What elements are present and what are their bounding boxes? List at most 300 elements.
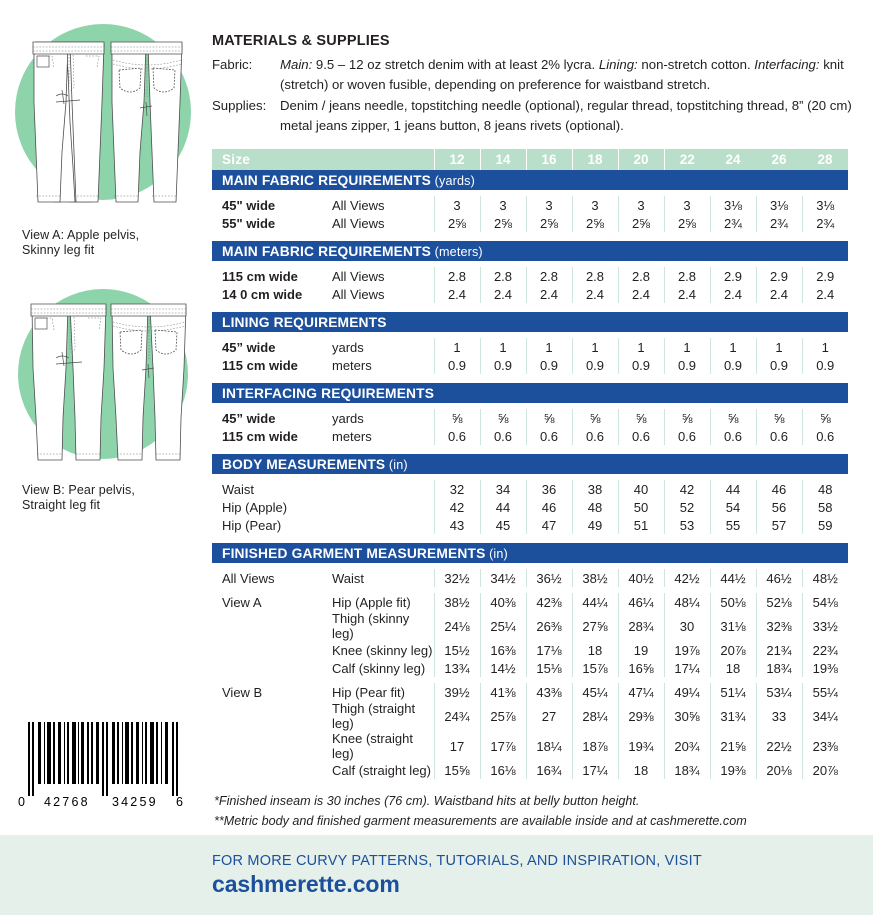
- cell-size-24: 54: [710, 498, 756, 516]
- section-spacer: [212, 534, 848, 543]
- cell-size-20: 50: [618, 498, 664, 516]
- section-spacer: [212, 445, 848, 454]
- section-band: [212, 170, 848, 190]
- table-row: [212, 569, 848, 587]
- cell-size-20: 3: [618, 196, 664, 214]
- fabric-main-text: 9.5 – 12 oz stretch denim with at least 2% lycra.: [312, 57, 599, 72]
- cell-size-14: 41⅜: [480, 683, 526, 701]
- cell-size-22: 17¼: [664, 659, 710, 677]
- row-label-primary: Hip (Pear): [212, 516, 324, 534]
- table-row: [212, 285, 848, 303]
- view-b-caption-line2: Straight leg fit: [22, 498, 101, 512]
- barcode-check-digit: 6: [176, 795, 183, 809]
- cell-size-20: 0.9: [618, 356, 664, 374]
- cell-size-26: 2¾: [756, 214, 802, 232]
- cell-size-18: 49: [572, 516, 618, 534]
- section-band-unit: (in): [385, 457, 408, 472]
- row-label-secondary: All Views: [324, 214, 434, 232]
- cell-size-18: 45¼: [572, 683, 618, 701]
- cell-size-26: 0.6: [756, 427, 802, 445]
- cell-size-20: 0.6: [618, 427, 664, 445]
- section-band-title: INTERFACING REQUIREMENTS: [212, 383, 848, 403]
- cell-size-14: 2.8: [480, 267, 526, 285]
- cell-size-20: 51: [618, 516, 664, 534]
- cell-size-22: ⅝: [664, 409, 710, 427]
- cell-size-16: 17⅛: [526, 641, 572, 659]
- row-label-secondary: yards: [324, 409, 434, 427]
- cell-size-26: 22½: [756, 731, 802, 761]
- cell-size-18: 2.8: [572, 267, 618, 285]
- cell-size-14: 14½: [480, 659, 526, 677]
- view-a-caption-line1: View A: Apple pelvis,: [22, 228, 140, 242]
- section-band: [212, 241, 848, 261]
- cell-size-24: 18: [710, 659, 756, 677]
- row-label-secondary: Thigh (skinny leg): [324, 611, 434, 641]
- row-label-primary: 115 cm wide: [212, 267, 324, 285]
- cell-size-26: 53¼: [756, 683, 802, 701]
- size-header-16: 16: [526, 149, 572, 170]
- view-b-illustration: [0, 278, 205, 478]
- requirements-table: [212, 149, 848, 779]
- cell-size-22: 53: [664, 516, 710, 534]
- cell-size-20: 29⅜: [618, 701, 664, 731]
- cell-size-14: 25⅞: [480, 701, 526, 731]
- table-row: [212, 641, 848, 659]
- cell-size-22: 30: [664, 611, 710, 641]
- row-label-secondary: Knee (straight leg): [324, 731, 434, 761]
- cell-size-14: 2⅝: [480, 214, 526, 232]
- table-row: [212, 196, 848, 214]
- cell-size-22: 2.4: [664, 285, 710, 303]
- row-label-secondary: All Views: [324, 196, 434, 214]
- jeans-line-art-a: [0, 12, 205, 222]
- row-label-secondary: Calf (skinny leg): [324, 659, 434, 677]
- row-label-secondary: Hip (Pear fit): [324, 683, 434, 701]
- barcode-digits: [18, 795, 186, 809]
- cell-size-18: ⅝: [572, 409, 618, 427]
- table-row: [212, 701, 848, 731]
- cell-size-28: 59: [802, 516, 848, 534]
- cell-size-22: 42½: [664, 569, 710, 587]
- section-spacer: [212, 232, 848, 241]
- table-row: [212, 659, 848, 677]
- table-row: [212, 731, 848, 761]
- cell-size-12: 13¾: [434, 659, 480, 677]
- cell-size-16: 27: [526, 701, 572, 731]
- cell-size-22: 30⅝: [664, 701, 710, 731]
- section-band-unit: (meters): [431, 244, 483, 259]
- cell-size-28: 2.9: [802, 267, 848, 285]
- cell-size-26: 57: [756, 516, 802, 534]
- size-header-28: 28: [802, 149, 848, 170]
- cell-size-14: 16⅛: [480, 761, 526, 779]
- row-label-secondary: [324, 516, 434, 534]
- cell-size-22: 3: [664, 196, 710, 214]
- cell-size-22: 0.9: [664, 356, 710, 374]
- row-label-primary: All Views: [212, 569, 324, 587]
- row-label-primary: 115 cm wide: [212, 356, 324, 374]
- cell-size-18: 2⅝: [572, 214, 618, 232]
- cell-size-26: ⅝: [756, 409, 802, 427]
- cell-size-12: 38½: [434, 593, 480, 611]
- content-column: [212, 0, 857, 831]
- cell-size-26: 2.9: [756, 267, 802, 285]
- section-band: [212, 454, 848, 474]
- cell-size-26: 0.9: [756, 356, 802, 374]
- cell-size-20: 18: [618, 761, 664, 779]
- cell-size-24: 44½: [710, 569, 756, 587]
- cell-size-26: 18¾: [756, 659, 802, 677]
- cell-size-12: 3: [434, 196, 480, 214]
- size-header-14: 14: [480, 149, 526, 170]
- cell-size-14: ⅝: [480, 409, 526, 427]
- cell-size-20: 16⅝: [618, 659, 664, 677]
- barcode: [18, 722, 186, 809]
- cell-size-16: 36: [526, 480, 572, 498]
- row-label-secondary: All Views: [324, 267, 434, 285]
- cell-size-12: 32: [434, 480, 480, 498]
- cell-size-28: 58: [802, 498, 848, 516]
- footer-band: [0, 835, 873, 915]
- row-label-primary: View A: [212, 593, 324, 611]
- cell-size-28: 2.4: [802, 285, 848, 303]
- materials-title: MATERIALS & SUPPLIES: [212, 33, 390, 49]
- cell-size-20: 47¼: [618, 683, 664, 701]
- cell-size-20: ⅝: [618, 409, 664, 427]
- cell-size-22: 48¼: [664, 593, 710, 611]
- row-label-secondary: Knee (skinny leg): [324, 641, 434, 659]
- cell-size-12: 2.8: [434, 267, 480, 285]
- cell-size-14: 1: [480, 338, 526, 356]
- footnote-metric: **Metric body and finished garment measurements are available inside and at cashmerette.com: [214, 814, 747, 828]
- cell-size-20: 40½: [618, 569, 664, 587]
- materials-and-supplies: [212, 0, 857, 135]
- cell-size-16: 2.8: [526, 267, 572, 285]
- cell-size-14: 16⅜: [480, 641, 526, 659]
- cell-size-12: 42: [434, 498, 480, 516]
- view-a-illustration: [0, 12, 205, 222]
- section-band-unit: (in): [485, 546, 508, 561]
- cell-size-14: 40⅜: [480, 593, 526, 611]
- section-band-unit: (yards): [431, 173, 475, 188]
- cell-size-22: 1: [664, 338, 710, 356]
- cell-size-12: ⅝: [434, 409, 480, 427]
- cell-size-16: 46: [526, 498, 572, 516]
- view-a-caption: [0, 228, 200, 258]
- size-header-12: 12: [434, 149, 480, 170]
- cell-size-18: 3: [572, 196, 618, 214]
- cell-size-26: 1: [756, 338, 802, 356]
- table-row: [212, 267, 848, 285]
- cell-size-28: 55¼: [802, 683, 848, 701]
- cell-size-22: 20¾: [664, 731, 710, 761]
- cell-size-12: 39½: [434, 683, 480, 701]
- fabric-label: Fabric:: [212, 57, 253, 72]
- footnotes: [212, 791, 857, 831]
- table-row: [212, 427, 848, 445]
- row-label-primary: 45” wide: [212, 338, 324, 356]
- cell-size-14: 44: [480, 498, 526, 516]
- cell-size-24: 50⅛: [710, 593, 756, 611]
- section-band-title: LINING REQUIREMENTS: [212, 312, 848, 332]
- cell-size-28: 48½: [802, 569, 848, 587]
- cell-size-24: 0.9: [710, 356, 756, 374]
- cell-size-14: 0.6: [480, 427, 526, 445]
- cell-size-28: ⅝: [802, 409, 848, 427]
- cell-size-18: 15⅞: [572, 659, 618, 677]
- jeans-line-art-b: [0, 278, 205, 478]
- cell-size-24: 2.9: [710, 267, 756, 285]
- table-row: [212, 498, 848, 516]
- cell-size-18: 0.9: [572, 356, 618, 374]
- cell-size-12: 43: [434, 516, 480, 534]
- table-row: [212, 338, 848, 356]
- footer-website[interactable]: cashmerette.com: [212, 871, 400, 897]
- cell-size-28: 22¾: [802, 641, 848, 659]
- cell-size-12: 15½: [434, 641, 480, 659]
- cell-size-28: 3⅛: [802, 196, 848, 214]
- row-label-secondary: Thigh (straight leg): [324, 701, 434, 731]
- cell-size-26: 56: [756, 498, 802, 516]
- size-header-20: 20: [618, 149, 664, 170]
- cell-size-24: 3⅛: [710, 196, 756, 214]
- cell-size-16: 2.4: [526, 285, 572, 303]
- supplies-label: Supplies:: [212, 98, 267, 113]
- cell-size-22: 2.8: [664, 267, 710, 285]
- cell-size-24: 19⅜: [710, 761, 756, 779]
- row-label-primary: View B: [212, 683, 324, 701]
- cell-size-12: 17: [434, 731, 480, 761]
- row-label-primary: [212, 641, 324, 659]
- cell-size-16: 3: [526, 196, 572, 214]
- footer-tagline: FOR MORE CURVY PATTERNS, TUTORIALS, AND INSPIRATION, VISIT: [212, 853, 702, 869]
- cell-size-24: 51¼: [710, 683, 756, 701]
- cell-size-14: 0.9: [480, 356, 526, 374]
- size-header-22: 22: [664, 149, 710, 170]
- size-header-18: 18: [572, 149, 618, 170]
- section-band: [212, 312, 848, 332]
- barcode-bars-icon: [18, 722, 186, 796]
- row-label-primary: Hip (Apple): [212, 498, 324, 516]
- cell-size-24: 44: [710, 480, 756, 498]
- table-row: [212, 356, 848, 374]
- cell-size-22: 49¼: [664, 683, 710, 701]
- row-label-secondary: [324, 498, 434, 516]
- cell-size-12: 2.4: [434, 285, 480, 303]
- cell-size-22: 18¾: [664, 761, 710, 779]
- cell-size-20: 19: [618, 641, 664, 659]
- cell-size-20: 28¾: [618, 611, 664, 641]
- row-label-primary: [212, 611, 324, 641]
- section-band-title: FINISHED GARMENT MEASUREMENTS (in): [212, 543, 848, 563]
- section-spacer: [212, 374, 848, 383]
- cell-size-12: 15⅝: [434, 761, 480, 779]
- size-header-label: Size: [212, 149, 434, 170]
- cell-size-16: 42⅜: [526, 593, 572, 611]
- cell-size-20: 19¾: [618, 731, 664, 761]
- cell-size-26: 46½: [756, 569, 802, 587]
- cell-size-18: 44¼: [572, 593, 618, 611]
- row-label-primary: Waist: [212, 480, 324, 498]
- fabric-lining-emphasis: Lining:: [598, 57, 638, 72]
- view-a-caption-line2: Skinny leg fit: [22, 243, 95, 257]
- cell-size-16: 47: [526, 516, 572, 534]
- cell-size-14: 34: [480, 480, 526, 498]
- cell-size-20: 2.4: [618, 285, 664, 303]
- section-band-title: MAIN FABRIC REQUIREMENTS (meters): [212, 241, 848, 261]
- cell-size-28: 48: [802, 480, 848, 498]
- supplies-text: Denim / jeans needle, topstitching needle (optional), regular thread, topstitching thread, 8” (20 cm) metal jeans zipper, 1 jeans button, 8 jeans rivets (optional).: [280, 98, 852, 133]
- table-row: [212, 409, 848, 427]
- cell-size-18: 38½: [572, 569, 618, 587]
- cell-size-14: 34½: [480, 569, 526, 587]
- row-label-secondary: Calf (straight leg): [324, 761, 434, 779]
- cell-size-28: 20⅞: [802, 761, 848, 779]
- barcode-left-group: 42768: [44, 795, 90, 809]
- cell-size-26: 32⅜: [756, 611, 802, 641]
- cell-size-24: 31⅛: [710, 611, 756, 641]
- cell-size-26: 21¾: [756, 641, 802, 659]
- cell-size-26: 46: [756, 480, 802, 498]
- cell-size-16: 26⅜: [526, 611, 572, 641]
- cell-size-12: 1: [434, 338, 480, 356]
- row-label-primary: 115 cm wide: [212, 427, 324, 445]
- fabric-text: [280, 55, 857, 94]
- cell-size-24: 21⅝: [710, 731, 756, 761]
- cell-size-14: 25¼: [480, 611, 526, 641]
- cell-size-26: 52⅛: [756, 593, 802, 611]
- table-row: [212, 516, 848, 534]
- row-label-primary: 55" wide: [212, 214, 324, 232]
- cell-size-16: 0.6: [526, 427, 572, 445]
- row-label-secondary: meters: [324, 427, 434, 445]
- fabric-lining-text: non-stretch cotton.: [637, 57, 751, 72]
- row-label-primary: 45" wide: [212, 196, 324, 214]
- cell-size-16: 43⅜: [526, 683, 572, 701]
- supplies-row: [212, 96, 857, 135]
- cell-size-18: 1: [572, 338, 618, 356]
- fabric-row: [212, 55, 857, 94]
- cell-size-20: 2⅝: [618, 214, 664, 232]
- view-b-caption-line1: View B: Pear pelvis,: [22, 483, 135, 497]
- cell-size-28: 33½: [802, 611, 848, 641]
- cell-size-18: 17¼: [572, 761, 618, 779]
- row-label-secondary: meters: [324, 356, 434, 374]
- size-header-26: 26: [756, 149, 802, 170]
- cell-size-16: 15⅛: [526, 659, 572, 677]
- section-band-title: BODY MEASUREMENTS (in): [212, 454, 848, 474]
- cell-size-16: 16¾: [526, 761, 572, 779]
- fabric-main-emphasis: Main:: [280, 57, 313, 72]
- footnote-inseam: *Finished inseam is 30 inches (76 cm). Waistband hits at belly button height.: [214, 794, 640, 808]
- cell-size-26: 3⅛: [756, 196, 802, 214]
- row-label-secondary: Waist: [324, 569, 434, 587]
- cell-size-28: 34¼: [802, 701, 848, 731]
- cell-size-24: 31¾: [710, 701, 756, 731]
- cell-size-16: 1: [526, 338, 572, 356]
- row-label-secondary: All Views: [324, 285, 434, 303]
- cell-size-16: 0.9: [526, 356, 572, 374]
- table-row: [212, 214, 848, 232]
- cell-size-26: 20⅛: [756, 761, 802, 779]
- row-label-primary: [212, 659, 324, 677]
- cell-size-18: 0.6: [572, 427, 618, 445]
- cell-size-24: ⅝: [710, 409, 756, 427]
- barcode-lead-digit: 0: [18, 795, 25, 809]
- cell-size-28: 54⅛: [802, 593, 848, 611]
- cell-size-16: 36½: [526, 569, 572, 587]
- table-row: [212, 683, 848, 701]
- size-header-24: 24: [710, 149, 756, 170]
- cell-size-24: 0.6: [710, 427, 756, 445]
- cell-size-26: 33: [756, 701, 802, 731]
- fabric-interfacing-text: knit (stretch) or woven fusible, depending on preference for waistband stretch.: [280, 57, 844, 92]
- cell-size-24: 2.4: [710, 285, 756, 303]
- table-row: [212, 593, 848, 611]
- table-row: [212, 480, 848, 498]
- cell-size-16: 2⅝: [526, 214, 572, 232]
- cell-size-20: 40: [618, 480, 664, 498]
- cell-size-12: 0.6: [434, 427, 480, 445]
- cell-size-24: 2¾: [710, 214, 756, 232]
- cell-size-28: 0.6: [802, 427, 848, 445]
- cell-size-18: 2.4: [572, 285, 618, 303]
- cell-size-28: 23⅜: [802, 731, 848, 761]
- cell-size-28: 19⅜: [802, 659, 848, 677]
- cell-size-12: 2⅝: [434, 214, 480, 232]
- cell-size-26: 2.4: [756, 285, 802, 303]
- cell-size-18: 28¼: [572, 701, 618, 731]
- fabric-interfacing-emphasis: Interfacing:: [754, 57, 820, 72]
- cell-size-16: ⅝: [526, 409, 572, 427]
- row-label-secondary: [324, 480, 434, 498]
- cell-size-20: 1: [618, 338, 664, 356]
- barcode-right-group: 34259: [112, 795, 158, 809]
- table-row: [212, 611, 848, 641]
- cell-size-24: 20⅞: [710, 641, 756, 659]
- cell-size-12: 0.9: [434, 356, 480, 374]
- row-label-primary: [212, 701, 324, 731]
- cell-size-12: 24¾: [434, 701, 480, 731]
- cell-size-12: 24⅛: [434, 611, 480, 641]
- cell-size-24: 55: [710, 516, 756, 534]
- cell-size-14: 45: [480, 516, 526, 534]
- view-b-caption: [0, 483, 200, 513]
- cell-size-12: 32½: [434, 569, 480, 587]
- row-label-secondary: Hip (Apple fit): [324, 593, 434, 611]
- cell-size-22: 42: [664, 480, 710, 498]
- size-header-row: [212, 149, 848, 170]
- cell-size-14: 17⅞: [480, 731, 526, 761]
- cell-size-28: 0.9: [802, 356, 848, 374]
- cell-size-18: 48: [572, 498, 618, 516]
- views-column: [0, 0, 205, 830]
- section-spacer: [212, 303, 848, 312]
- row-label-secondary: yards: [324, 338, 434, 356]
- cell-size-18: 38: [572, 480, 618, 498]
- cell-size-14: 3: [480, 196, 526, 214]
- section-band: [212, 383, 848, 403]
- cell-size-24: 1: [710, 338, 756, 356]
- cell-size-18: 18: [572, 641, 618, 659]
- row-label-primary: [212, 731, 324, 761]
- cell-size-22: 52: [664, 498, 710, 516]
- cell-size-28: 2¾: [802, 214, 848, 232]
- cell-size-16: 18¼: [526, 731, 572, 761]
- cell-size-18: 27⅝: [572, 611, 618, 641]
- section-band: [212, 543, 848, 563]
- cell-size-22: 19⅞: [664, 641, 710, 659]
